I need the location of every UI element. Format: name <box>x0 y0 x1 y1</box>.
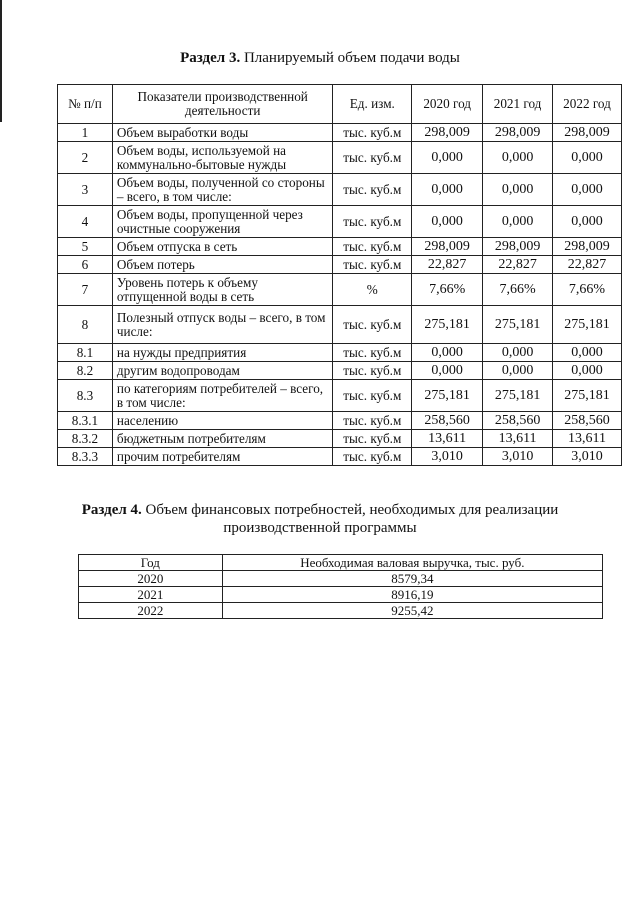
row-year: 2021 <box>79 587 223 603</box>
row-revenue: 8579,34 <box>222 571 602 587</box>
row-value-2020: 13,611 <box>412 430 483 448</box>
row-value-2022: 22,827 <box>553 256 622 274</box>
row-value-2022: 258,560 <box>553 412 622 430</box>
row-value-2020: 298,009 <box>412 238 483 256</box>
row-unit: тыс. куб.м <box>333 238 412 256</box>
row-value-2022: 0,000 <box>553 344 622 362</box>
table-row <box>58 206 622 238</box>
row-number: 8.3.2 <box>58 430 113 448</box>
row-unit: тыс. куб.м <box>333 344 412 362</box>
row-unit: тыс. куб.м <box>333 306 412 344</box>
table-row <box>58 412 622 430</box>
row-year: 2020 <box>79 571 223 587</box>
row-value-2021: 298,009 <box>483 124 553 142</box>
row-value-2021: 275,181 <box>483 306 553 344</box>
row-number: 7 <box>58 274 113 306</box>
table-row <box>58 448 622 466</box>
row-value-2022: 7,66% <box>553 274 622 306</box>
row-value-2020: 0,000 <box>412 362 483 380</box>
table-row <box>58 380 622 412</box>
row-value-2021: 275,181 <box>483 380 553 412</box>
row-number: 6 <box>58 256 113 274</box>
row-indicator: Уровень потерь к объему отпущенной воды в сеть <box>112 274 333 306</box>
row-value-2022: 0,000 <box>553 142 622 174</box>
water-supply-table <box>57 84 622 466</box>
row-indicator: другим водопроводам <box>112 362 333 380</box>
row-indicator: Объем потерь <box>112 256 333 274</box>
section-3-title-label: Раздел 3. <box>180 50 241 66</box>
header-2021: 2021 год <box>483 85 553 124</box>
row-indicator: Объем воды, полученной со стороны – всего, в том числе: <box>112 174 333 206</box>
row-value-2021: 0,000 <box>483 142 553 174</box>
row-value-2020: 275,181 <box>412 380 483 412</box>
section-4-title-text: Объем финансовых потребностей, необходимых для реализации производственной программы <box>141 502 559 536</box>
row-unit: тыс. куб.м <box>333 412 412 430</box>
table-row <box>58 306 622 344</box>
row-number: 1 <box>58 124 113 142</box>
row-value-2021: 0,000 <box>483 362 553 380</box>
row-value-2021: 0,000 <box>483 206 553 238</box>
row-unit: тыс. куб.м <box>333 430 412 448</box>
row-indicator: прочим потребителям <box>112 448 333 466</box>
table-row <box>58 344 622 362</box>
header-indicator: Показатели производственной деятельности <box>112 85 333 124</box>
header-unit: Ед. изм. <box>333 85 412 124</box>
row-value-2022: 0,000 <box>553 174 622 206</box>
table-row <box>58 238 622 256</box>
row-value-2022: 13,611 <box>553 430 622 448</box>
table-header-row <box>58 85 622 124</box>
row-number: 4 <box>58 206 113 238</box>
row-value-2020: 258,560 <box>412 412 483 430</box>
row-number: 8.3.3 <box>58 448 113 466</box>
row-indicator: бюджетным потребителям <box>112 430 333 448</box>
row-value-2020: 3,010 <box>412 448 483 466</box>
header-revenue: Необходимая валовая выручка, тыс. руб. <box>222 555 602 571</box>
row-indicator: на нужды предприятия <box>112 344 333 362</box>
row-indicator: населению <box>112 412 333 430</box>
row-value-2021: 298,009 <box>483 238 553 256</box>
row-unit: тыс. куб.м <box>333 142 412 174</box>
row-value-2022: 0,000 <box>553 362 622 380</box>
row-value-2022: 0,000 <box>553 206 622 238</box>
table-row <box>58 362 622 380</box>
row-unit: тыс. куб.м <box>333 448 412 466</box>
row-value-2022: 275,181 <box>553 380 622 412</box>
row-value-2020: 298,009 <box>412 124 483 142</box>
row-value-2020: 0,000 <box>412 206 483 238</box>
row-value-2020: 22,827 <box>412 256 483 274</box>
financial-needs-table <box>78 554 603 619</box>
row-number: 5 <box>58 238 113 256</box>
row-indicator: Полезный отпуск воды – всего, в том числе: <box>112 306 333 344</box>
row-value-2021: 22,827 <box>483 256 553 274</box>
row-value-2020: 0,000 <box>412 344 483 362</box>
table-row <box>58 274 622 306</box>
row-value-2021: 13,611 <box>483 430 553 448</box>
row-number: 8.3.1 <box>58 412 113 430</box>
header-2022: 2022 год <box>553 85 622 124</box>
row-value-2022: 275,181 <box>553 306 622 344</box>
row-unit: тыс. куб.м <box>333 380 412 412</box>
row-value-2021: 258,560 <box>483 412 553 430</box>
row-indicator: Объем выработки воды <box>112 124 333 142</box>
row-value-2022: 298,009 <box>553 238 622 256</box>
table-header-row <box>79 555 603 571</box>
row-value-2020: 7,66% <box>412 274 483 306</box>
header-year: Год <box>79 555 223 571</box>
table-row <box>79 587 603 603</box>
row-revenue: 8916,19 <box>222 587 602 603</box>
row-year: 2022 <box>79 603 223 619</box>
row-indicator: Объем отпуска в сеть <box>112 238 333 256</box>
row-unit: тыс. куб.м <box>333 174 412 206</box>
row-value-2021: 7,66% <box>483 274 553 306</box>
table-row <box>79 603 603 619</box>
table-row <box>58 142 622 174</box>
row-number: 8 <box>58 306 113 344</box>
row-number: 2 <box>58 142 113 174</box>
row-number: 8.3 <box>58 380 113 412</box>
row-indicator: по категориям потребителей – всего, в том числе: <box>112 380 333 412</box>
row-unit: тыс. куб.м <box>333 124 412 142</box>
row-unit: тыс. куб.м <box>333 362 412 380</box>
row-indicator: Объем воды, используемой на коммунально-бытовые нужды <box>112 142 333 174</box>
row-unit: тыс. куб.м <box>333 256 412 274</box>
row-number: 8.2 <box>58 362 113 380</box>
header-2020: 2020 год <box>412 85 483 124</box>
table-row <box>58 430 622 448</box>
section-4-title <box>60 501 580 537</box>
row-number: 8.1 <box>58 344 113 362</box>
table-row <box>79 571 603 587</box>
row-value-2020: 0,000 <box>412 174 483 206</box>
section-3-title <box>0 49 640 67</box>
section-4-title-label: Раздел 4. <box>81 502 142 518</box>
row-value-2021: 0,000 <box>483 174 553 206</box>
row-value-2020: 275,181 <box>412 306 483 344</box>
header-number: № п/п <box>58 85 113 124</box>
row-number: 3 <box>58 174 113 206</box>
row-value-2020: 0,000 <box>412 142 483 174</box>
row-value-2022: 298,009 <box>553 124 622 142</box>
row-indicator: Объем воды, пропущенной через очистные сооружения <box>112 206 333 238</box>
row-revenue: 9255,42 <box>222 603 602 619</box>
row-value-2021: 3,010 <box>483 448 553 466</box>
row-value-2021: 0,000 <box>483 344 553 362</box>
section-3-title-text: Планируемый объем подачи воды <box>240 50 460 66</box>
table-row <box>58 124 622 142</box>
row-unit: тыс. куб.м <box>333 206 412 238</box>
table-row <box>58 256 622 274</box>
table-row <box>58 174 622 206</box>
row-unit: % <box>333 274 412 306</box>
row-value-2022: 3,010 <box>553 448 622 466</box>
